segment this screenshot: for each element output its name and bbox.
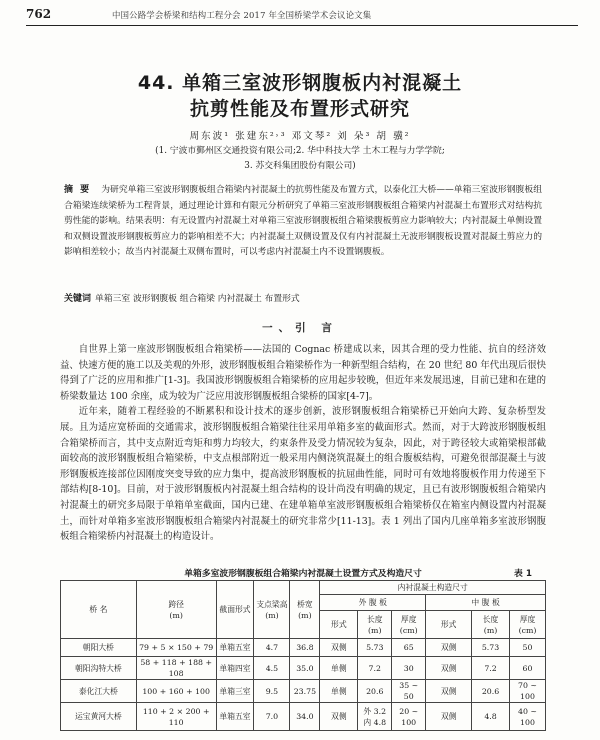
cell-outer-length: 外 3.2 内 4.8 (358, 703, 392, 731)
affiliation-line1: (1. 宁波市鄞州区交通投资有限公司;2. 华中科技大学 土木工程与力学学院; (155, 146, 445, 156)
cell-outer-form: 双侧 (320, 703, 358, 731)
col-middle-web: 中 腹 板 (426, 595, 546, 611)
col-pier-height (254, 581, 290, 639)
body-text (60, 342, 546, 545)
cell-pier-height: 4.7 (254, 639, 290, 657)
author-list: 周东波¹ 张建东²˒³ 邓文琴² 刘 朵³ 胡 骥² (189, 131, 411, 142)
page-number: 762 (26, 7, 52, 21)
table-caption (60, 566, 546, 580)
abstract (64, 183, 542, 261)
cell-span: 58 + 118 + 188 + 108 (136, 657, 216, 680)
col-middle-thickness-label: 厚度 (cm) (518, 614, 537, 635)
cell-middle-length: 5.73 (472, 639, 510, 657)
col-section-type: 截面形式 (216, 581, 254, 639)
table-row (61, 657, 546, 680)
col-span-label: 跨径 (m) (168, 599, 184, 620)
cell-deck-width: 35.0 (290, 657, 320, 680)
affiliation-line2: 3. 苏交科集团股份有限公司) (244, 161, 356, 171)
col-deck-width (290, 581, 320, 639)
col-bridge-name: 桥 名 (61, 581, 137, 639)
cell-section-type: 单箱三室 (216, 680, 254, 703)
cell-middle-form: 双侧 (426, 680, 472, 703)
cell-middle-thickness: 40 ~ 100 (510, 703, 546, 731)
col-outer-web: 外 腹 板 (320, 595, 426, 611)
table-row (61, 680, 546, 703)
keywords-text: 单箱三室 波形钢腹板 组合箱梁 内衬混凝土 布置形式 (95, 294, 300, 304)
paragraph-1: 自世界上第一座波形钢腹板组合箱梁桥——法国的 Cognac 桥建成以来，因其合理的受力性能、抗自的经济效益、快速方便的施工以及美观的外形，波形钢腹板组合箱梁桥作为一种新型组合结构，在 20 世纪 80 年代出现后很快得到了广泛的应用和推广[1-3]。我国波形钢腹板组合箱梁桥的应用起步较晚，但近年来发展迅速，目前已建和在建的桥梁数量达 100 余座，成为较为广泛应用波形钢腹板组合梁桥的国家[4-7]。 (60, 344, 546, 402)
cell-section-type: 单箱四室 (216, 657, 254, 680)
col-deck-width-label: 桥宽 (m) (297, 599, 313, 620)
cell-deck-width: 34.0 (290, 703, 320, 731)
col-span (136, 581, 216, 639)
cell-middle-form: 双侧 (426, 657, 472, 680)
cell-middle-length: 4.8 (472, 703, 510, 731)
cell-outer-length: 20.6 (358, 680, 392, 703)
cell-outer-form: 单侧 (320, 657, 358, 680)
col-outer-thickness (392, 611, 426, 639)
cell-outer-thickness: 20 ~ 100 (392, 703, 426, 731)
table-title: 单箱多室波形钢腹板组合箱梁内衬混凝土设置方式及构造尺寸 (184, 569, 422, 579)
cell-section-type: 单箱五室 (216, 639, 254, 657)
col-middle-form: 形式 (426, 611, 472, 639)
abstract-text: 为研究单箱三室波形钢腹板组合箱梁内衬混凝土的抗剪性能及布置方式，以泰化江大桥——单箱三室波形钢腹板组合箱梁连续梁桥为工程背景，通过理论计算和有限元分析研究了单箱三室波形钢腹板组合箱梁内衬混凝土布置形式对结构抗剪性能的影响。结果表明：有无设置内衬混凝土对单箱三室波形钢腹板组合箱梁腹板剪应力影响较大；内衬混凝土单侧设置和双侧设置波形钢腹板剪应力的影响相差不大；内衬混凝土双侧设置及仅有内衬混凝土无波形钢腹板设置对混凝土剪应力的影响相差较小；故当内衬混凝土双侧布置时，可以考虑内衬混凝土内不设置钢腹板。 (64, 185, 542, 258)
cell-pier-height: 7.0 (254, 703, 290, 731)
col-middle-thickness (510, 611, 546, 639)
cell-span: 110 + 2 × 200 + 110 (136, 703, 216, 731)
cell-middle-thickness: 50 (510, 639, 546, 657)
cell-span: 79 + 5 × 150 + 79 (136, 639, 216, 657)
abstract-label: 摘 要 (64, 185, 92, 195)
cell-bridge-name: 运宝黄河大桥 (61, 703, 137, 731)
cell-outer-thickness: 35 ~ 50 (392, 680, 426, 703)
cell-span: 100 + 160 + 100 (136, 680, 216, 703)
cell-bridge-name: 朝阳大桥 (61, 639, 137, 657)
running-header (26, 6, 578, 26)
paragraph-2: 近年来，随着工程经验的不断累积和设计技术的逐步创新，波形钢腹板组合箱梁桥已开始向大跨、复杂桥型发展。且为适应宽桥面的交通需求，波形钢腹板组合箱梁往往采用单箱多室的截面形式。然而，对于大跨波形钢腹板组合箱梁桥而言，其中支点附近弯矩和剪力均较大，约束条件及受力情况较为复杂，因此，对于跨径较大或箱梁根部截面较高的波形钢腹板组合箱梁桥，中支点根部附近一般采用内侧浇筑混凝土的组合腹板结构，可避免很部混凝土与波形钢腹板连接部位因刚度突变导致的应力集中，提高波形钢腹板的抗屈曲性能，同时可有效地将腹板作用力传递至下部结构[8-10]。目前，对于波形钢腹板内衬混凝土组合结构的设计尚没有明确的规定，且已有波形钢腹板组合箱梁内衬混凝土的研究多局限于单箱单室截面，国内已建、在建单箱单室波形钢腹板组合箱梁桥仅在箱室内侧设置内衬混凝土，而针对单箱多室波形钢腹板组合箱梁内衬混凝土的研究非常少[11-13]。表 1 列出了国内几座单箱多室波形钢腹板组合箱梁桥内衬混凝土的构造设计。 (60, 406, 546, 543)
cell-bridge-name: 朝阳沟特大桥 (61, 657, 137, 680)
table-row (61, 703, 546, 731)
cell-outer-length: 7.2 (358, 657, 392, 680)
cell-middle-thickness: 60 (510, 657, 546, 680)
cell-outer-length: 5.73 (358, 639, 392, 657)
cell-middle-length: 20.6 (472, 680, 510, 703)
col-outer-thickness-label: 厚度 (cm) (399, 614, 418, 635)
col-outer-length-label: 长度 (m) (366, 614, 383, 635)
cell-outer-form: 双侧 (320, 639, 358, 657)
col-lining-dimensions: 内衬混凝土构造尺寸 (320, 581, 546, 595)
col-middle-length-label: 长度 (m) (482, 614, 499, 635)
cell-deck-width: 36.8 (290, 639, 320, 657)
paper-title-line1: 44. 单箱三室波形钢腹板内衬混凝土 (137, 72, 463, 94)
journal-title: 中国公路学会桥梁和结构工程分会 2017 年全国桥梁学术会议论文集 (112, 10, 372, 20)
cell-outer-thickness: 65 (392, 639, 426, 657)
col-pier-height-label: 支点梁高 (m) (256, 599, 288, 620)
section-heading-introduction: 一、引 言 (262, 322, 338, 334)
table-number: 表 1 (514, 569, 532, 579)
cell-outer-form: 单侧 (320, 680, 358, 703)
cell-deck-width: 23.75 (290, 680, 320, 703)
cell-bridge-name: 泰化江大桥 (61, 680, 137, 703)
cell-middle-form: 双侧 (426, 639, 472, 657)
col-middle-length (472, 611, 510, 639)
cell-middle-form: 双侧 (426, 703, 472, 731)
keywords (64, 291, 542, 304)
paper-title-line2: 抗剪性能及布置形式研究 (189, 98, 410, 120)
cell-pier-height: 9.5 (254, 680, 290, 703)
cell-pier-height: 4.5 (254, 657, 290, 680)
col-outer-form: 形式 (320, 611, 358, 639)
table-row (61, 639, 546, 657)
cell-outer-thickness: 30 (392, 657, 426, 680)
keywords-label: 关键词 (64, 294, 92, 304)
cell-section-type: 单箱五室 (216, 703, 254, 731)
cell-middle-length: 7.2 (472, 657, 510, 680)
col-outer-length (358, 611, 392, 639)
cell-middle-thickness: 70 ~ 100 (510, 680, 546, 703)
lining-config-table (60, 580, 546, 731)
